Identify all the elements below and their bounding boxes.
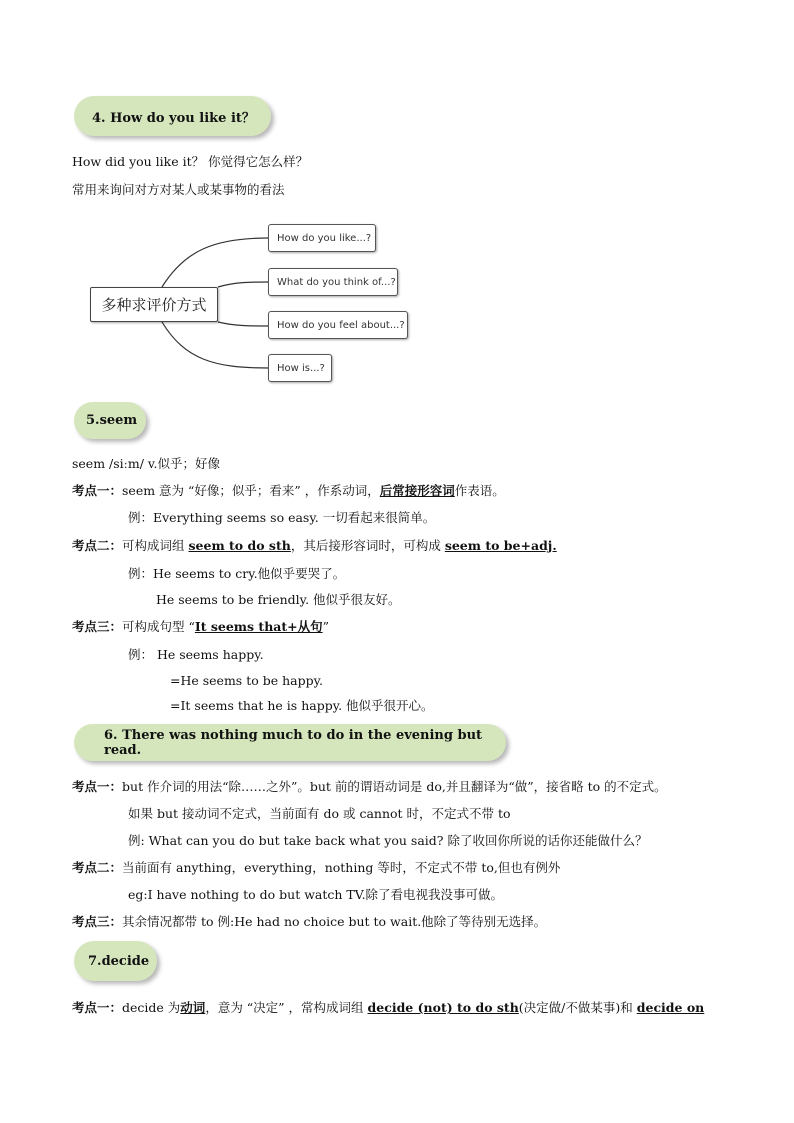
mindmap-item-1-label: How do you like...? — [277, 232, 372, 244]
text: 当前面有 anything，everything，nothing 等时，不定式不带 to,但也有例外 — [122, 860, 561, 875]
text: (决定做/不做某事)和 — [518, 1000, 637, 1015]
sec5-point-3-example-1: 例： He seems happy. — [128, 647, 264, 662]
underlined-phrase: decide (not) to do sth — [367, 1000, 519, 1015]
mindmap-item-1 — [268, 224, 376, 252]
sec6-point-1-line-3: 例: What can you do but take back what you said? 除了收回你所说的话你还能做什么？ — [128, 833, 648, 848]
text: seem 意为 “好像；似乎；看来” ，作系动词， — [122, 483, 380, 498]
sec5-point-3-example-3: =It seems that he is happy. 他似乎很开心。 — [170, 698, 434, 713]
underlined-phrase: It seems that+从句 — [194, 619, 323, 634]
sec6-point-1 — [72, 779, 667, 795]
underlined-phrase: decide on — [636, 1000, 705, 1015]
section-5-title-pill — [74, 402, 146, 439]
text: ” — [322, 619, 330, 634]
point-label: 考点三： — [72, 619, 123, 634]
mindmap-root-label: 多种求评价方式 — [101, 296, 207, 314]
sec5-point-1-example: 例：Everything seems so easy. 一切看起来很简单。 — [128, 510, 436, 525]
sec5-point-1 — [72, 483, 505, 499]
sec4-line2: 常用来询问对方对某人或某事物的看法 — [72, 182, 285, 197]
sec6-point-1-line-2: 如果 but 接动词不定式，当前面有 do 或 cannot 时，不定式不带 to — [128, 806, 511, 821]
underlined-text: 后常接形容词 — [379, 483, 455, 498]
connector-3 — [218, 322, 268, 326]
mindmap-item-4-label: How is...? — [277, 362, 325, 374]
mindmap-connectors — [0, 0, 794, 400]
mindmap-item-3 — [268, 311, 408, 339]
text: ，其后接形容词时，可构成 — [290, 538, 445, 553]
text: decide 为 — [122, 1000, 181, 1015]
mindmap-item-4 — [268, 354, 332, 382]
text: 可构成词组 — [122, 538, 189, 553]
section-7-title: 7.decide — [88, 953, 150, 969]
sec7-point-1 — [72, 1000, 704, 1016]
point-label: 考点一： — [72, 779, 123, 794]
point-label: 考点二： — [72, 860, 123, 875]
sec5-definition: seem /siːm/ v.似乎；好像 — [72, 456, 220, 471]
text: 可构成句型 “ — [122, 619, 195, 634]
section-5-title: 5.seem — [86, 413, 138, 428]
mindmap-item-2 — [268, 268, 398, 296]
mindmap-root — [90, 287, 218, 322]
connector-2 — [218, 282, 268, 287]
sec5-point-2-example-1: 例：He seems to cry.他似乎要哭了。 — [128, 566, 346, 581]
section-7-title-pill — [74, 941, 157, 981]
text: 其余情况都带 to 例:He had no choice but to wait.他除了等待别无选择。 — [122, 914, 547, 929]
sec5-point-3-example-2: =He seems to be happy. — [170, 673, 323, 688]
sec4-line1: How did you like it？ 你觉得它怎么样？ — [72, 154, 309, 169]
text: ，意为 “决定” ，常构成词组 — [205, 1000, 368, 1015]
text: 作表语。 — [454, 483, 505, 498]
sec5-point-2-example-2: He seems to be friendly. 他似乎很友好。 — [156, 592, 401, 607]
underlined-text: 动词 — [180, 1000, 206, 1015]
point-label: 考点二： — [72, 538, 123, 553]
section-6-title-pill — [74, 724, 506, 761]
mindmap-item-2-label: What do you think of...? — [277, 276, 396, 288]
text: but 作介词的用法“除……之外”。but 前的谓语动词是 do,并且翻译为“做”，接省略 to 的不定式。 — [122, 779, 667, 794]
sec5-point-3 — [72, 619, 329, 635]
point-label: 考点三： — [72, 914, 123, 929]
connector-4 — [162, 322, 268, 368]
sec6-point-2 — [72, 860, 560, 876]
section-6-title: 6. There was nothing much to do in the evening but read. — [104, 727, 483, 758]
point-label: 考点一： — [72, 483, 123, 498]
underlined-phrase: seem to do sth — [188, 538, 291, 553]
sec6-point-3 — [72, 914, 546, 930]
connector-1 — [162, 238, 268, 287]
sec5-point-2 — [72, 538, 557, 554]
sec6-point-2-line-2: eg:I have nothing to do but watch TV.除了看电视我没事可做。 — [128, 887, 504, 902]
section-4-title: 4. How do you like it？ — [92, 110, 255, 126]
underlined-phrase: seem to be+adj. — [444, 538, 557, 553]
mindmap-item-3-label: How do you feel about...? — [277, 319, 405, 331]
point-label: 考点一： — [72, 1000, 123, 1015]
